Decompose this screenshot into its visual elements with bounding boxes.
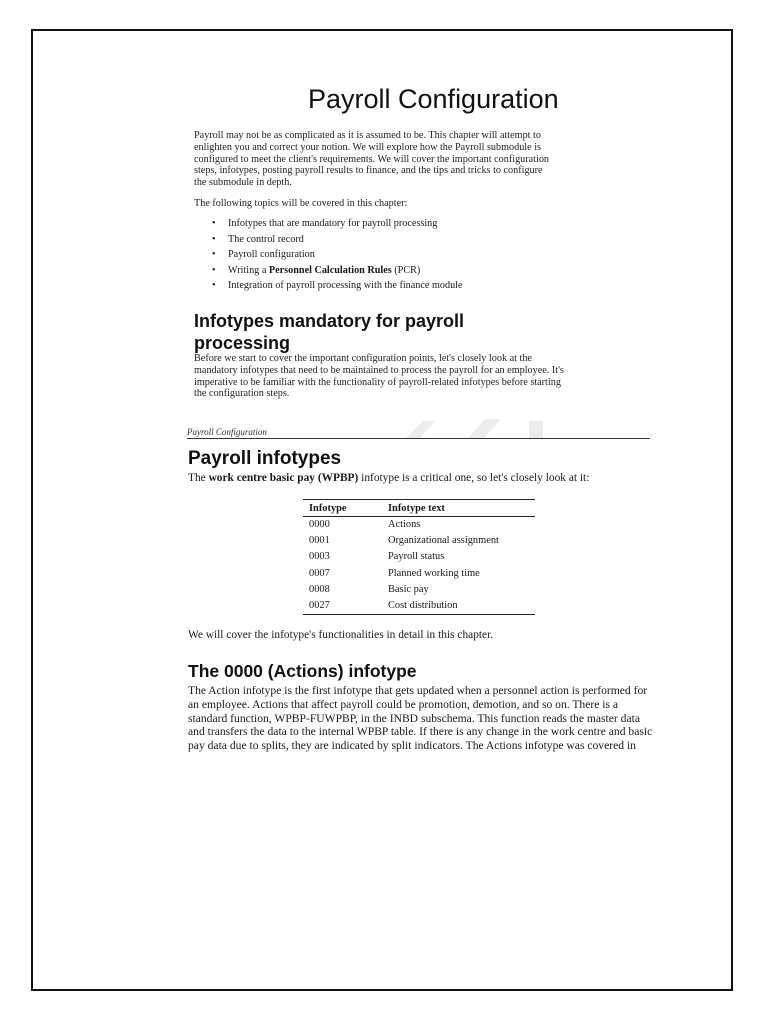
list-item: • Writing a Personnel Calculation Rules (PCR) [212, 263, 552, 279]
section-heading-actions-infotype: The 0000 (Actions) infotype [188, 661, 417, 681]
topics-lead: The following topics will be covered in this chapter: [194, 198, 408, 209]
list-item: • Payroll configuration [212, 247, 552, 263]
table-row: 0003 Payroll status [309, 551, 445, 563]
column-header-infotype: Infotype [303, 500, 382, 517]
payroll-infotypes-outro: We will cover the infotype's functionalities in detail in this chapter. [188, 629, 494, 641]
table-row: 0001 Organizational assignment [309, 535, 499, 547]
infotype-table [303, 499, 535, 615]
section-heading-mandatory-infotypes: Infotypes mandatory for payroll processing [194, 311, 465, 353]
page-title: Payroll Configuration [308, 84, 559, 114]
section-mandatory-infotypes-body: Before we start to cover the important configuration points, let's closely look at the mandatory infotypes that need to be maintained to process the payroll for an employee. It's imperative to be familiar with the functionality of payroll-related infotypes before starting the configuration steps. [194, 353, 564, 400]
list-item: • Infotypes that are mandatory for payroll processing [212, 216, 552, 232]
list-item: • Integration of payroll processing with the finance module [212, 278, 552, 294]
list-item: • The control record [212, 232, 552, 248]
section-heading-payroll-infotypes: Payroll infotypes [188, 448, 342, 469]
column-header-infotype-text: Infotype text [382, 500, 535, 517]
running-header: Payroll Configuration [187, 427, 267, 437]
watermark-fragment [405, 419, 545, 439]
header-rule [187, 438, 650, 439]
table-row: 0008 Basic pay [309, 583, 429, 595]
intro-paragraph: Payroll may not be as complicated as it is assumed to be. This chapter will attempt to enlighten you and correct your notion. We will explore how the Payroll submodule is configured to meet the client's requirements. We will cover the important configuration steps, infotypes, posting payroll results to finance, and the tips and tricks to configure the submodule in depth. [194, 130, 550, 189]
topics-list [212, 216, 552, 294]
payroll-infotypes-intro: The work centre basic pay (WPBP) infotype is a critical one, so let's closely look at it: [188, 472, 590, 484]
table-row: 0007 Planned working time [309, 567, 480, 579]
table-row: 0027 Cost distribution [309, 600, 458, 612]
table-row: 0000 Actions [309, 519, 421, 530]
table-header-row [303, 500, 535, 517]
actions-infotype-body: The Action infotype is the first infotype that gets updated when a personnel action is performed for an employee. Actions that affect payroll could be promotion, demotion, and so on. There is a standard function, WPBP-FUWPBP, in the INBD subschema. This function reads the master data and transfers the data to the internal WPBP table. If there is any change in the work centre and basic pay data due to splits, they are indicated by split indicators. The Actions infotype was covered in [188, 684, 653, 753]
